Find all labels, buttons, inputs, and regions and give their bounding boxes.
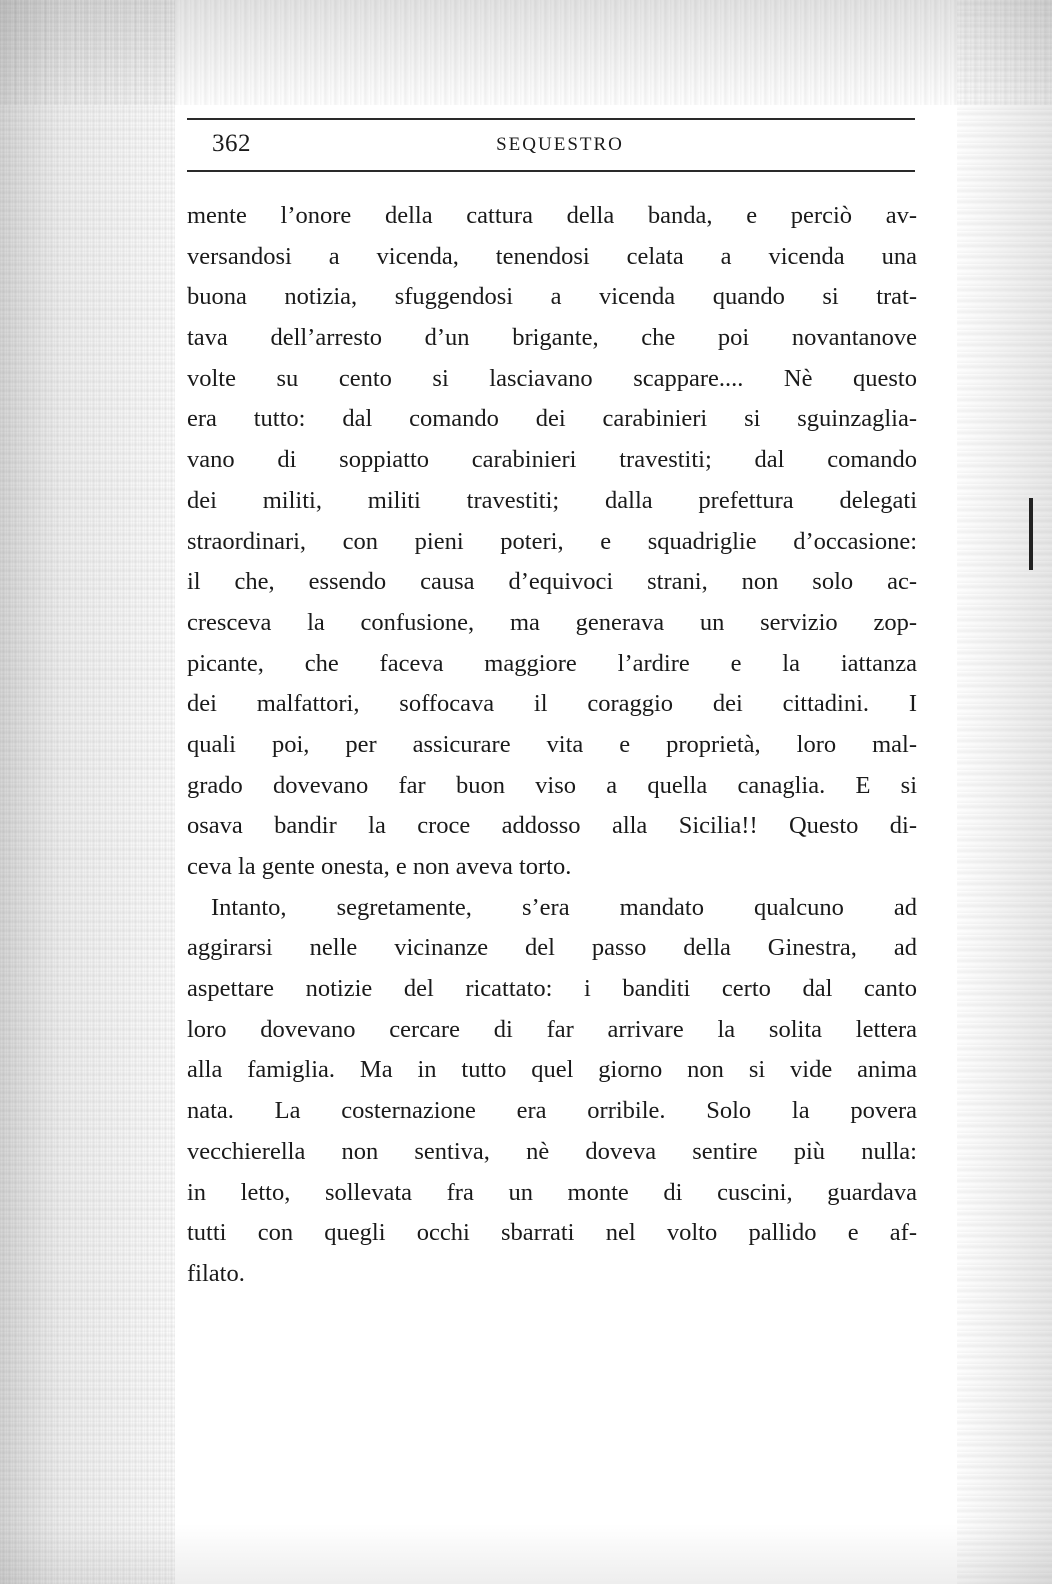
text-line: il che, essendo causa d’equivoci strani, non solo ac- xyxy=(187,568,917,596)
page-number: 362 xyxy=(212,130,251,157)
text-line: aspettare notizie del ricattato: i banditi certo dal canto xyxy=(187,975,917,1003)
text-line: vano di soppiatto carabinieri travestiti; dal comando xyxy=(187,446,917,474)
text-line: in letto, sollevata fra un monte di cuscini, guardava xyxy=(187,1178,917,1206)
text-line: Intanto, segretamente, s’era mandato qualcuno ad xyxy=(211,893,917,921)
text-line: grado dovevano far buon viso a quella canaglia. E si xyxy=(187,771,917,799)
running-title: SEQUESTRO xyxy=(496,134,624,155)
text-line: era tutto: dal comando dei carabinieri si sguinzaglia- xyxy=(187,405,917,433)
scan-edge-top xyxy=(0,0,1052,105)
paragraph xyxy=(187,888,917,1295)
text-line: loro dovevano cercare di far arrivare la solita lettera xyxy=(187,1015,917,1043)
header-rule-bottom xyxy=(187,170,915,172)
text-line: alla famiglia. Ma in tutto quel giorno non si vide anima xyxy=(187,1056,917,1084)
header-rule-top xyxy=(187,118,915,120)
text-line: versandosi a vicenda, tenendosi celata a vicenda una xyxy=(187,242,917,270)
text-line: quali poi, per assicurare vita e proprietà, loro mal- xyxy=(187,730,917,758)
text-line: dei militi, militi travestiti; dalla prefettura delegati xyxy=(187,486,917,514)
text-line: filato. xyxy=(187,1259,245,1287)
text-line: volte su cento si lasciavano scappare.... Nè questo xyxy=(187,364,917,392)
body-text xyxy=(187,196,917,1295)
text-line: aggirarsi nelle vicinanze del passo della Ginestra, ad xyxy=(187,934,917,962)
text-line: nata. La costernazione era orribile. Solo la povera xyxy=(187,1097,917,1125)
running-head xyxy=(187,118,915,176)
text-line: straordinari, con pieni poteri, e squadriglie d’occasione: xyxy=(187,527,917,555)
scan-edge-bottom xyxy=(0,1524,1052,1584)
text-line: dei malfattori, soffocava il coraggio dei cittadini. I xyxy=(187,690,917,718)
text-line: tava dell’arresto d’un brigante, che poi novantanove xyxy=(187,324,917,352)
text-line: tutti con quegli occhi sbarrati nel volto pallido e af- xyxy=(187,1219,917,1247)
text-line: picante, che faceva maggiore l’ardire e la iattanza xyxy=(187,649,917,677)
scan-edge-right xyxy=(957,0,1052,1584)
text-line: osava bandir la croce addosso alla Sicilia!! Questo di- xyxy=(187,812,917,840)
text-line: cresceva la confusione, ma generava un servizio zop- xyxy=(187,608,917,636)
scan-edge-left xyxy=(0,0,175,1584)
scan-margin-mark xyxy=(1029,498,1033,570)
text-line: vecchierella non sentiva, nè doveva sentire più nulla: xyxy=(187,1137,917,1165)
text-line: buona notizia, sfuggendosi a vicenda quando si trat- xyxy=(187,283,917,311)
text-line: ceva la gente onesta, e non aveva torto. xyxy=(187,853,572,880)
text-line: mente l’onore della cattura della banda, e perciò av- xyxy=(187,202,917,229)
paragraph xyxy=(187,196,917,888)
